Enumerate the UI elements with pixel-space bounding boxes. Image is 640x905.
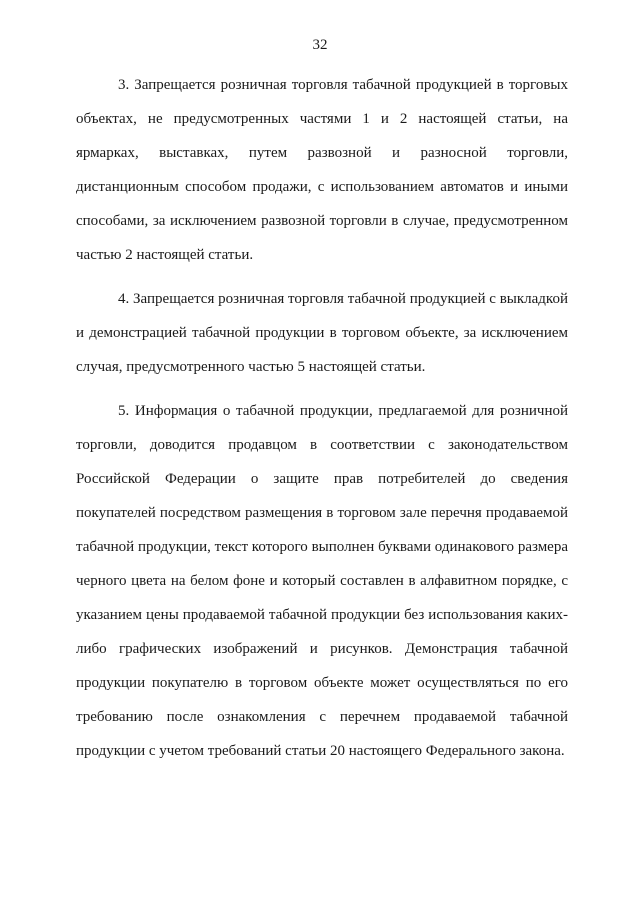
paragraph-4: 4. Запрещается розничная торговля табачной продукцией с выкладкой и демонстрацией табачной продукции в торговом объекте, за исключением случая, предусмотренного частью 5 настоящей статьи. [76,291,568,375]
paragraph-3: 3. Запрещается розничная торговля табачной продукцией в торговых объектах, не предусмотренных частями 1 и 2 настоящей статьи, на ярмарках, выставках, путем развозной и разносной торговли, дистанционным способом продажи, с использованием автоматов и иными способами, за исключением развозной торговли в случае, предусмотренном частью 2 настоящей статьи. [76,77,568,263]
document-body [76,68,568,778]
page-number: 32 [312,37,328,53]
paragraph-5: 5. Информация о табачной продукции, предлагаемой для розничной торговли, доводится продавцом в соответствии с законодательством Российской Федерации о защите прав потребителей до сведения покупателей посредством размещения в торговом зале перечня продаваемой табачной продукции, текст которого выполнен буквами одинакового размера черного цвета на белом фоне и который составлен в алфавитном порядке, с указанием цены продаваемой табачной продукции без использования каких-либо графических изображений и рисунков. Демонстрация табачной продукции покупателю в торговом объекте может осуществляться по его требованию после ознакомления с перечнем продаваемой табачной продукции с учетом требований статьи 20 настоящего Федерального закона. [76,403,568,759]
